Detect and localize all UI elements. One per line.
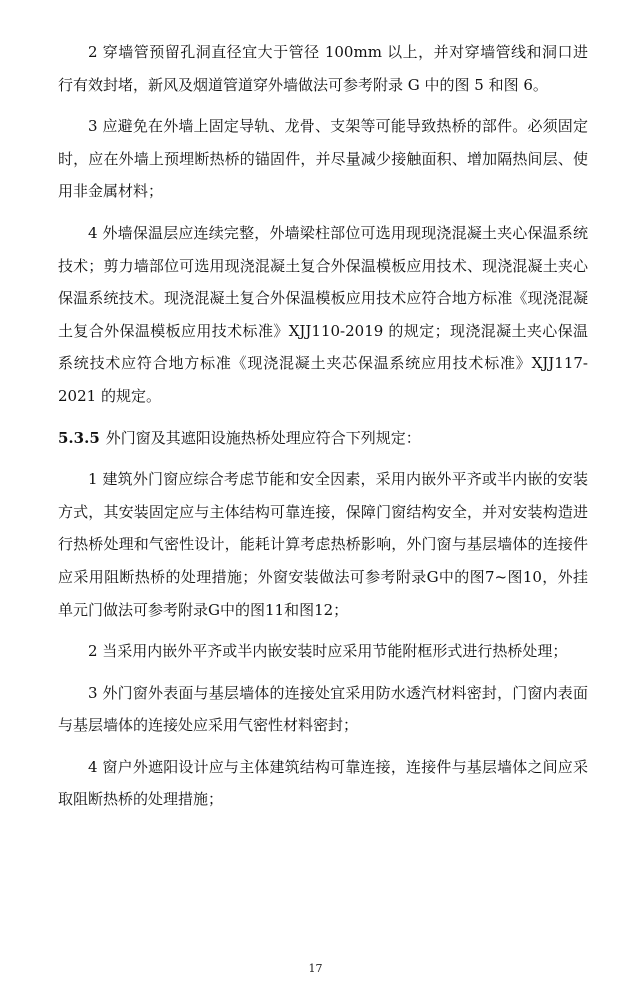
- clause-item-3: 3 外门窗外表面与基层墙体的连接处宜采用防水透汽材料密封，门窗内表面与基层墙体的连接处应采用气密性材料密封；: [58, 683, 588, 735]
- page-number: 17: [308, 962, 323, 975]
- paragraph-item-2: 2 穿墙管预留孔洞直径宜大于管径 100mm 以上，并对穿墙管线和洞口进行有效封堵，新风及烟道管道穿外墙做法可参考附录 G 中的图 5 和图 6。: [58, 43, 588, 94]
- clause-item-1: 1 建筑外门窗应综合考虑节能和安全因素，采用内嵌外平齐或半内嵌的安装方式，其安装固定应与主体结构可靠连接，保障门窗结构安全，并对安装构造进行热桥处理和气密性设计，能耗计算考虑热桥影响，外门窗与基层墙体的连接件应采用阻断热桥的处理措施；外窗安装做法可参考附录G中的图7~图10，外挂单元门做法可参考附录G中的图11和图12；: [58, 470, 588, 619]
- clause-number: 5.3.5: [58, 428, 100, 447]
- paragraph-item-4: 4 外墙保温层应连续完整，外墙梁柱部位可选用现现浇混凝土夹心保温系统技术；剪力墙部位可选用现浇混凝土复合外保温模板应用技术、现浇混凝土夹心保温系统技术。现浇混凝土复合外保温模板应用技术应符合地方标准《现浇混凝土复合外保温模板应用技术标准》XJJ110-2019 的规定；现浇混凝土夹心保温系统技术应符合地方标准《现浇混凝土夹芯保温系统应用技术标准》XJJ117-2021 的规定。: [58, 223, 588, 405]
- clause-text: 外门窗及其遮阳设施热桥处理应符合下列规定：: [105, 428, 421, 447]
- page-content: [58, 36, 588, 816]
- clause-item-2: 2 当采用内嵌外平齐或半内嵌安装时应采用节能附框形式进行热桥处理；: [88, 642, 568, 661]
- clause-heading: [58, 422, 588, 455]
- paragraph-item-3: 3 应避免在外墙上固定导轨、龙骨、支架等可能导致热桥的部件。必须固定时，应在外墙上预埋断热桥的锚固件，并尽量减少接触面积、增加隔热间层、使用非金属材料；: [58, 117, 588, 201]
- clause-item-4: 4 窗户外遮阳设计应与主体建筑结构可靠连接，连接件与基层墙体之间应采取阻断热桥的处理措施；: [58, 757, 588, 809]
